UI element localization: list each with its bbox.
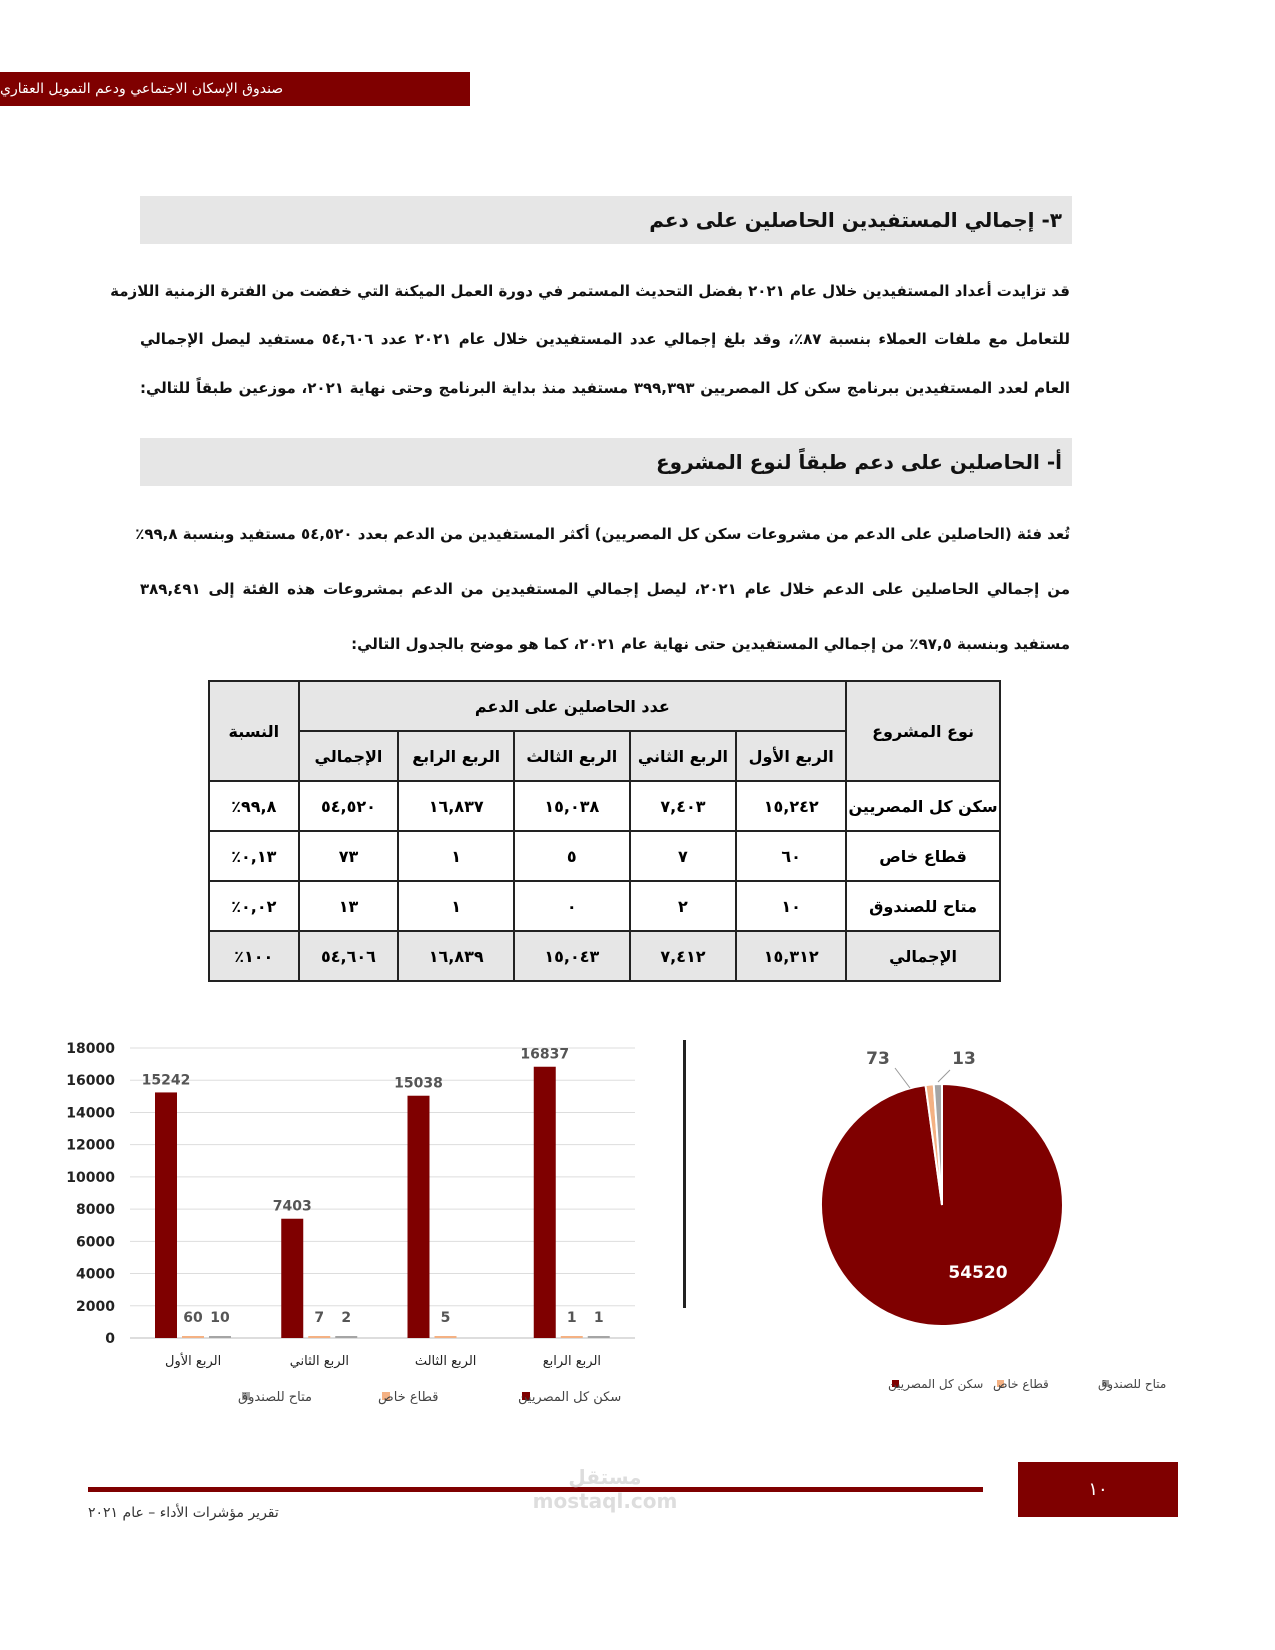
y-tick-label: 10000 xyxy=(66,1169,115,1186)
legend-label: سكن كل المصريين xyxy=(888,1377,984,1391)
data-label: 1 xyxy=(566,1310,577,1326)
row-label: الإجمالي xyxy=(846,931,1000,981)
cell-value: ١٥,٢٤٢ xyxy=(736,781,846,831)
data-label: 16837 xyxy=(520,1046,570,1063)
data-label: 15038 xyxy=(394,1075,443,1092)
paragraph-line: مستفيد وبنسبة ٩٧,٥٪ من إجمالي المستفيدين حتى نهاية عام ٢٠٢١، كما هو موضح بالجدول التالي: xyxy=(351,635,1070,653)
cell-value: ٦٠ xyxy=(736,831,846,881)
data-label: 1 xyxy=(593,1310,604,1326)
paragraph-line: من إجمالي الحاصلين على الدعم خلال عام ٢٠٢١، ليصل إجمالي المستفيدين من الدعم بمشروعات هذه الفئة إلى ٣٨٩,٤٩١ xyxy=(140,580,1070,598)
cell-ratio: ٠,١٣٪ xyxy=(209,831,299,881)
cell-ratio: ٠,٠٢٪ xyxy=(209,881,299,931)
col-header-q2: الربع الثاني xyxy=(630,731,737,781)
bar xyxy=(182,1336,204,1338)
col-header-total: الإجمالي xyxy=(299,731,399,781)
bar-chart xyxy=(60,1030,660,1420)
leader-line xyxy=(938,1070,950,1082)
legend-label: قطاع خاص xyxy=(993,1377,1049,1391)
col-header-q3: الربع الثالث xyxy=(514,731,630,781)
table-row xyxy=(209,881,1000,931)
col-header-group: عدد الحاصلين على الدعم xyxy=(299,681,847,731)
cell-value: ٧,٤١٢ xyxy=(630,931,737,981)
bar xyxy=(408,1096,430,1338)
leader-line xyxy=(895,1068,910,1088)
bar xyxy=(308,1336,330,1338)
header-bar xyxy=(0,72,470,106)
cell-value: ١٥,٣١٢ xyxy=(736,931,846,981)
cell-value: ٥ xyxy=(514,831,630,881)
data-label: 2 xyxy=(341,1310,352,1326)
cell-value: ١ xyxy=(398,831,514,881)
section-3-heading: ٣- إجمالي المستفيدين الحاصلين على دعم xyxy=(140,196,1072,244)
bar xyxy=(435,1336,457,1338)
data-label: 15242 xyxy=(141,1072,191,1089)
org-name: صندوق الإسكان الاجتماعي ودعم التمويل العقاري xyxy=(0,81,284,97)
cell-value: ١ xyxy=(398,881,514,931)
paragraph-line: العام لعدد المستفيدين ببرنامج سكن كل المصريين ٣٩٩,٣٩٣ مستفيد منذ بداية البرنامج وحتى نهاية ٢٠٢١، موزعين طبقاً للتالي: xyxy=(140,379,1070,397)
cell-value: ١٥,٠٣٨ xyxy=(514,781,630,831)
cell-value: ٥٤,٦٠٦ xyxy=(299,931,399,981)
cell-value: ١٦,٨٣٩ xyxy=(398,931,514,981)
paragraph-line: قد تزايدت أعداد المستفيدين خلال عام ٢٠٢١ بفضل التحديث المستمر في دورة العمل الميكنة التي خفضت من الفترة الزمنية اللازمة xyxy=(110,282,1070,300)
col-header-ratio: النسبة xyxy=(209,681,299,781)
x-tick-label: الربع الثالث xyxy=(414,1354,477,1369)
row-label: متاح للصندوق xyxy=(846,881,1000,931)
data-label: 10 xyxy=(210,1310,230,1326)
x-tick-label: الربع الثاني xyxy=(289,1354,350,1369)
legend-label: متاح للصندوق xyxy=(238,1390,313,1405)
y-tick-label: 18000 xyxy=(66,1041,115,1057)
bar xyxy=(155,1092,177,1338)
cell-value: ١٠ xyxy=(736,881,846,931)
x-tick-label: الربع الأول xyxy=(165,1354,222,1369)
bar xyxy=(588,1336,610,1338)
cell-ratio: ٩٩,٨٪ xyxy=(209,781,299,831)
x-tick-label: الربع الرابع xyxy=(542,1354,602,1369)
legend-label: متاح للصندوق xyxy=(1098,1377,1167,1391)
data-label: 54520 xyxy=(948,1263,1008,1283)
watermark: مستقل mostaql.com xyxy=(532,1465,678,1513)
data-label: 73 xyxy=(866,1049,890,1069)
bar xyxy=(209,1336,231,1338)
y-tick-label: 6000 xyxy=(76,1234,115,1251)
legend-label: قطاع خاص xyxy=(378,1390,439,1405)
cell-value: ٧٣ xyxy=(299,831,399,881)
cell-value: ٢ xyxy=(630,881,737,931)
bar xyxy=(281,1219,303,1338)
table-row xyxy=(209,781,1000,831)
beneficiaries-table xyxy=(208,680,1001,982)
data-label: 13 xyxy=(952,1049,976,1069)
pie-chart xyxy=(760,1040,1167,1400)
cell-ratio: ١٠٠٪ xyxy=(209,931,299,981)
cell-value: ٥٤,٥٢٠ xyxy=(299,781,399,831)
table-row xyxy=(209,831,1000,881)
y-tick-label: 0 xyxy=(105,1331,115,1347)
cell-value: ٧ xyxy=(630,831,737,881)
y-tick-label: 16000 xyxy=(66,1073,115,1090)
page-number: ١٠ xyxy=(1018,1462,1178,1517)
cell-value: ١٣ xyxy=(299,881,399,931)
cell-value: ١٥,٠٤٣ xyxy=(514,931,630,981)
y-tick-label: 12000 xyxy=(66,1137,115,1154)
y-tick-label: 4000 xyxy=(76,1266,115,1283)
cell-value: ٧,٤٠٣ xyxy=(630,781,737,831)
footer-text: تقرير مؤشرات الأداء – عام ٢٠٢١ xyxy=(88,1505,279,1521)
col-header-type: نوع المشروع xyxy=(846,681,1000,781)
cell-value: ٠ xyxy=(514,881,630,931)
y-tick-label: 14000 xyxy=(66,1105,115,1122)
legend-label: سكن كل المصريين xyxy=(518,1390,622,1405)
divider xyxy=(683,1040,686,1308)
bar xyxy=(335,1336,357,1338)
bar xyxy=(534,1067,556,1338)
paragraph-line: تُعد فئة (الحاصلين على الدعم من مشروعات سكن كل المصريين) أكثر المستفيدين من الدعم بعدد ٥٤,٥٢٠ مستفيد وبنسبة ٩٩,٨٪ xyxy=(135,525,1070,543)
row-label: سكن كل المصريين xyxy=(846,781,1000,831)
data-label: 7 xyxy=(314,1310,325,1326)
data-label: 7403 xyxy=(272,1198,312,1215)
data-label: 60 xyxy=(183,1310,203,1326)
bar xyxy=(561,1336,583,1338)
data-label: 5 xyxy=(440,1310,451,1326)
col-header-q4: الربع الرابع xyxy=(398,731,514,781)
row-label: قطاع خاص xyxy=(846,831,1000,881)
section-a-heading: أ- الحاصلين على دعم طبقاً لنوع المشروع xyxy=(140,438,1072,486)
table-row xyxy=(209,931,1000,981)
col-header-q1: الربع الأول xyxy=(736,731,846,781)
cell-value: ١٦,٨٣٧ xyxy=(398,781,514,831)
y-tick-label: 2000 xyxy=(76,1298,115,1315)
y-tick-label: 8000 xyxy=(76,1202,115,1219)
paragraph-line: للتعامل مع ملفات العملاء بنسبة ٨٧٪، وقد بلغ إجمالي عدد المستفيدين خلال عام ٢٠٢١ عدد ٥٤,٦٠٦ مستفيد ليصل الإجمالي xyxy=(140,330,1070,348)
